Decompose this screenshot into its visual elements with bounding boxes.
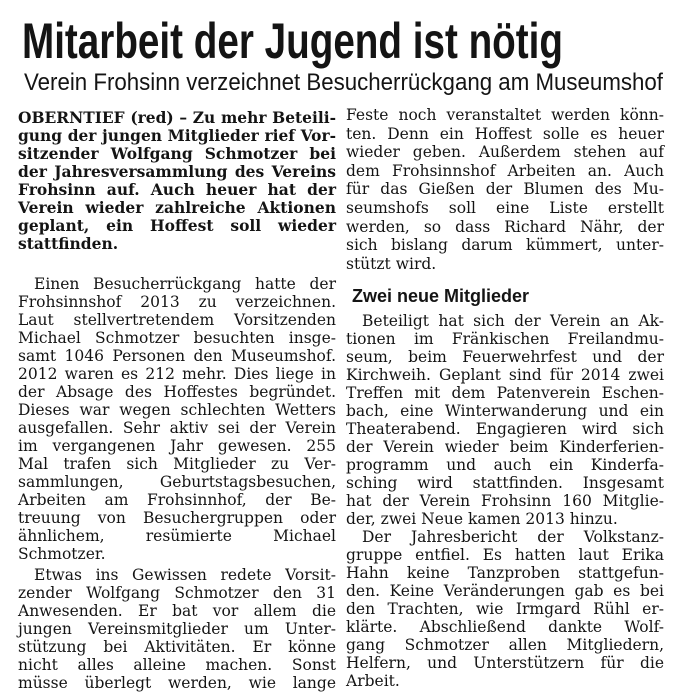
subheading: Zwei neue Mitglieder bbox=[352, 286, 530, 306]
text-line: für das Gießen der Blumen des Mu- bbox=[346, 180, 664, 199]
text-line: Beteiligt hat sich der Verein an Ak- bbox=[362, 312, 664, 330]
text-line: Feste noch veranstaltet werden könn- bbox=[346, 106, 664, 124]
text-line: stützt wird. bbox=[346, 254, 437, 273]
text-line: OBERNTIEF (red) – Zu mehr Beteili- bbox=[18, 109, 336, 127]
text-line: jungen Vereinsmitglieder um Unter- bbox=[18, 620, 336, 638]
text-line: ten. Denn ein Hoffest solle es heuer bbox=[346, 124, 664, 143]
text-line: gang Schmotzer allen Mitgliedern, bbox=[346, 636, 664, 654]
text-line: Arbeit. bbox=[346, 672, 400, 690]
text-line: Etwas ins Gewissen redete Vorsit- bbox=[34, 566, 336, 584]
text-line: nicht alles alleine machen. Sonst bbox=[18, 656, 336, 674]
text-line: hat der Verein Frohsinn 160 Mitglie- bbox=[346, 492, 664, 510]
text-line: Laut stellvertretendem Vorsitzenden bbox=[18, 311, 336, 329]
text-line: den Trachten, wie Irmgard Rühl er- bbox=[346, 600, 664, 618]
text-line: klärte. Abschließend dankte Wolf- bbox=[346, 618, 664, 636]
text-line: müsse überlegt werden, wie lange bbox=[18, 674, 336, 692]
body-paragraph bbox=[346, 528, 664, 690]
text-line: Theaterabend. Engagieren wird sich bbox=[346, 420, 664, 438]
text-line: gruppe entfiel. Es hatten laut Erika bbox=[346, 546, 664, 564]
text-line: tionen im Fränkischen Freilandmu- bbox=[346, 330, 664, 348]
text-line: Frohsinn auf. Auch heuer hat der bbox=[18, 180, 336, 199]
text-line: Einen Besucherrückgang hatte der bbox=[34, 275, 336, 293]
text-line: Der Jahresbericht der Volkstanz- bbox=[362, 528, 664, 546]
subheadline: Verein Frohsinn verzeichnet Besucherrückgang am Museumshof bbox=[24, 69, 663, 96]
text-line: Verein wieder zahlreiche Aktionen bbox=[18, 198, 336, 217]
text-line: bach, eine Winterwanderung und ein bbox=[346, 402, 664, 420]
text-line: sammlungen, Geburtstagsbesuchen, bbox=[18, 473, 336, 491]
text-line: Mal trafen sich Mitglieder zu Ver- bbox=[18, 455, 336, 473]
text-line: Michael Schmotzer besuchten insge- bbox=[18, 329, 336, 347]
text-line: werden, so dass Richard Nähr, der bbox=[346, 217, 664, 236]
text-line: treuung von Besuchergruppen oder bbox=[18, 509, 336, 527]
text-line: programm und auch ein Kinderfa- bbox=[346, 456, 664, 474]
text-line: Schmotzer. bbox=[18, 545, 106, 563]
text-line: stattfinden. bbox=[18, 234, 119, 253]
left-column bbox=[18, 0, 336, 699]
text-line: Anwesenden. Er bat vor allem die bbox=[18, 602, 336, 620]
text-line: ähnlichem, resümierte Michael bbox=[18, 527, 336, 545]
text-line: der Jahresversammlung des Vereins bbox=[18, 162, 336, 181]
text-line: Arbeiten am Frohsinnhof, der Be- bbox=[18, 491, 336, 509]
text-line: der, zwei Neue kamen 2013 hinzu. bbox=[346, 510, 618, 528]
text-line: seumshofs soll eine Liste erstellt bbox=[346, 198, 664, 217]
text-line: Hahn keine Tanzproben stattgefun- bbox=[346, 564, 664, 582]
lead-paragraph bbox=[18, 109, 336, 253]
text-line: Kirchweih. Geplant sind für 2014 zwei bbox=[346, 366, 664, 384]
text-line: Treffen mit dem Patenverein Eschen- bbox=[346, 384, 664, 402]
body-paragraph bbox=[18, 275, 336, 563]
text-line: samt 1046 Personen den Museumshof. bbox=[18, 347, 336, 365]
text-line: im vergangenen Jahr gewesen. 255 bbox=[18, 437, 336, 455]
text-line: Frohsinnshof 2013 zu verzeichnen. bbox=[18, 293, 336, 311]
text-line: dem Frohsinnshof Arbeiten an. Auch bbox=[346, 161, 664, 180]
text-line: geplant, ein Hoffest soll wieder bbox=[18, 216, 336, 235]
right-column bbox=[346, 0, 664, 699]
text-line: 2012 waren es 212 mehr. Dies liege in bbox=[18, 365, 336, 383]
text-line: zender Wolfgang Schmotzer den 31 bbox=[18, 584, 336, 602]
text-line: Helfern, und Unterstützern für die bbox=[346, 654, 664, 672]
headline: Mitarbeit der Jugend ist nötig bbox=[22, 13, 563, 69]
text-line: gung der jungen Mitglieder rief Vor- bbox=[18, 127, 336, 145]
body-paragraph bbox=[346, 312, 664, 528]
text-line: ausgefallen. Sehr aktiv sei der Verein bbox=[18, 419, 336, 437]
text-line: sich bislang darum kümmert, unter- bbox=[346, 236, 664, 255]
text-line: sitzender Wolfgang Schmotzer bei bbox=[18, 144, 336, 163]
body-paragraph bbox=[18, 566, 336, 692]
continued-paragraph bbox=[346, 106, 664, 273]
text-line: der Verein wieder beim Kinderferien- bbox=[346, 438, 664, 456]
text-line: Dieses war wegen schlechten Wetters bbox=[18, 401, 336, 419]
text-line: seum, beim Feuerwehrfest und der bbox=[346, 348, 664, 366]
text-line: sching wird stattfinden. Insgesamt bbox=[346, 474, 664, 492]
text-line: den. Keine Veränderungen gab es bei bbox=[346, 582, 664, 600]
text-line: der Absage des Hoffestes begründet. bbox=[18, 383, 336, 401]
text-line: stützung bei Aktivitäten. Er könne bbox=[18, 638, 336, 656]
text-line: wieder geben. Außerdem stehen auf bbox=[346, 143, 664, 162]
